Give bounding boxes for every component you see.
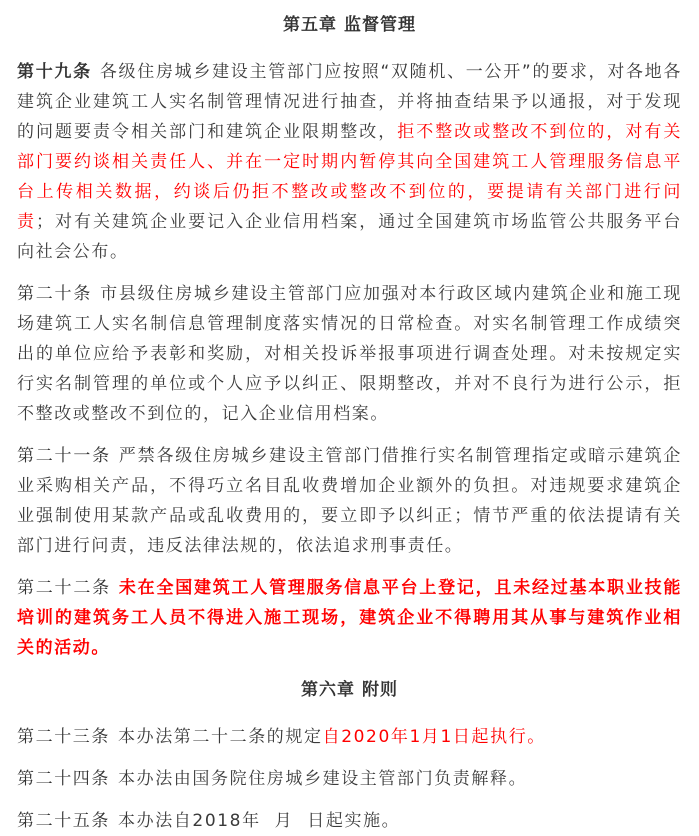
article-text: 本办法自2018年 月 日起实施。	[118, 811, 401, 831]
article-text: 市县级住房城乡建设主管部门应加强对本行政区域内建筑企业和施工现场建筑工人实名制信息管理制度落实情况的日常检查。对实名制管理工作成绩突出的单位应给予表彰和奖励，对相关投诉举报事项进行调查处理。对未按规定实行实名制管理的单位或个人应予以纠正、限期整改，并对不良行为进行公示，拒不整改或整改不到位的，记入企业信用档案。	[17, 284, 682, 424]
article-19	[17, 57, 682, 267]
article-text: 本办法由国务院住房城乡建设主管部门负责解释。	[118, 769, 528, 789]
article-highlight: 拒不整改或整改不到位的，对有关部门要约谈相关责任人、并在一定时期内暂停其向全国建筑工人管理服务信息平台上传相关数据，约谈后仍拒不整改或整改不到位的，要提请有关部门进行问责	[17, 122, 682, 232]
article-22	[17, 573, 682, 663]
article-title: 第二十条	[17, 284, 93, 304]
article-title: 第二十二条	[17, 578, 111, 598]
article-title: 第二十三条	[17, 727, 110, 747]
article-title: 第二十四条	[17, 769, 110, 789]
article-25	[17, 806, 682, 836]
article-title: 第十九条	[17, 62, 92, 82]
article-title: 第二十五条	[17, 811, 110, 831]
article-title: 第二十一条	[17, 446, 111, 466]
article-text: ；对有关建筑企业要记入企业信用档案，通过全国建筑市场监管公共服务平台向社会公布。	[17, 212, 682, 262]
article-text: 本办法第二十二条的规定	[118, 727, 323, 747]
chapter-heading: 第五章 监督管理	[283, 15, 416, 35]
article-highlight: 未在全国建筑工人管理服务信息平台上登记，且未经过基本职业技能培训的建筑务工人员不得进入施工现场，建筑企业不得聘用其从事与建筑作业相关的活动。	[17, 578, 683, 658]
chapter-heading: 第六章 附则	[301, 680, 398, 700]
article-text: 各级住房城乡建设主管部门应按照“双随机、一公开”的要求，对各地各建筑企业建筑工人实名制管理情况进行抽查，并将抽查结果予以通报，对于发现的问题要责令相关部门和建筑企业限期整改，	[17, 62, 682, 142]
article-20	[17, 279, 682, 429]
article-24	[17, 764, 682, 794]
article-23	[17, 722, 682, 752]
article-text: 严禁各级住房城乡建设主管部门借推行实名制管理指定或暗示建筑企业采购相关产品，不得巧立名目乱收费增加企业额外的负担。对违规要求建筑企业强制使用某款产品或乱收费用的，要立即予以纠正；情节严重的依法提请有关部门进行问责，违反法律法规的，依法追求刑事责任。	[17, 446, 683, 556]
article-highlight: 自2020年1月1日起执行。	[322, 727, 546, 747]
article-21	[17, 441, 682, 561]
